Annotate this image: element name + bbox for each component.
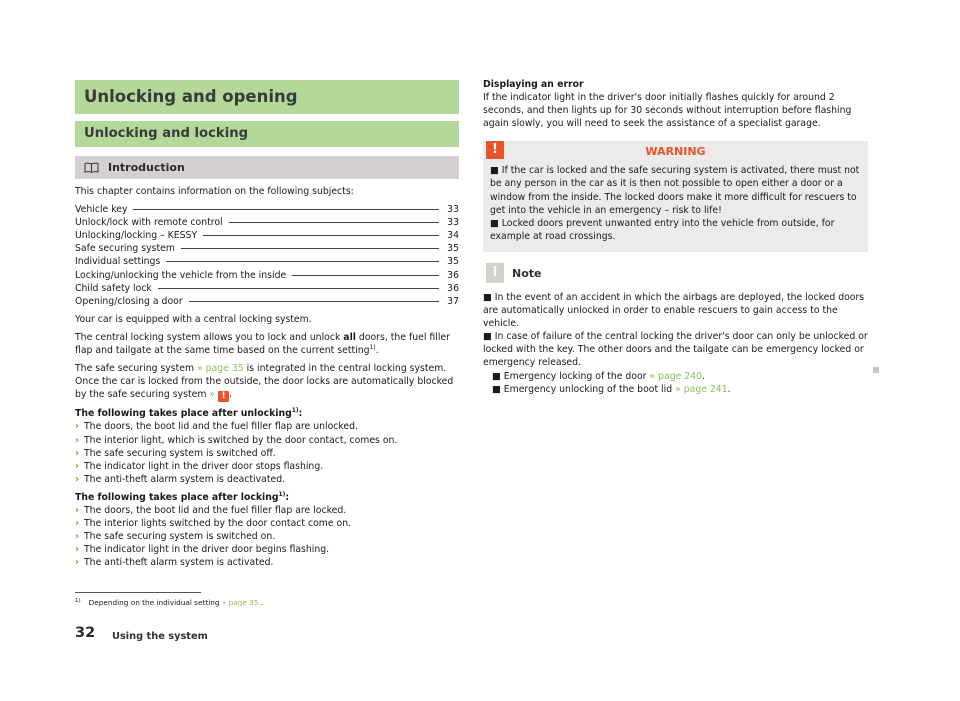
heading-text: : <box>298 408 303 420</box>
list-item <box>75 504 459 517</box>
toc-title: Locking/unlocking the vehicle from the inside <box>75 269 287 281</box>
warning-link-arrow[interactable]: » <box>209 389 216 401</box>
toc-title: Unlocking/locking – KESSY <box>75 230 198 242</box>
warning-icon: ! <box>486 141 504 159</box>
text-run: The safe securing system <box>75 363 198 375</box>
arrow-icon: › <box>75 504 80 516</box>
toc-title: Unlock/lock with remote control <box>75 217 223 229</box>
toc-page: 33 <box>447 204 459 216</box>
section-name: Using the system <box>112 631 208 642</box>
footnote-divider <box>75 592 201 593</box>
note-subitem-text: . <box>727 383 731 395</box>
warning-item-text: If the car is locked and the safe securing system is activated, there must not be any person in the car as it is then not possible to open either a door or a window from the inside. The locked doors make it more difficult for rescuers to get into the vehicle in an emergency – risk to life! <box>490 165 860 216</box>
note-item-text: In the event of an accident in which the airbags are deployed, the locked doors are automatically unlocked in order to enable rescuers to gain access to the vehicle. <box>483 291 865 330</box>
bullet-icon: ■ <box>483 331 492 343</box>
list-item-text: The interior light, which is switched by the door contact, comes on. <box>84 434 398 446</box>
paragraph-all-doors <box>75 331 459 357</box>
toc-entry[interactable] <box>75 203 459 216</box>
list-item-text: The doors, the boot lid and the fuel filler flap are locked. <box>84 504 347 516</box>
bullet-icon: ■ <box>490 217 499 229</box>
toc-page: 37 <box>447 295 459 307</box>
chapter-title: Unlocking and opening <box>75 80 459 114</box>
arrow-icon: › <box>75 544 80 556</box>
list-item <box>75 517 459 530</box>
text-emphasis: all <box>343 331 356 343</box>
arrow-icon: › <box>75 557 80 569</box>
toc-entry[interactable] <box>75 269 459 282</box>
note-title: Note <box>512 267 542 281</box>
text-run: . <box>229 389 232 401</box>
note-subitem <box>483 383 868 396</box>
warning-box <box>483 141 868 252</box>
paragraph-safe-securing <box>75 362 459 402</box>
warning-title: WARNING <box>645 144 706 158</box>
list-item <box>75 543 459 556</box>
toc-page: 35 <box>447 256 459 268</box>
unlock-heading <box>75 407 459 420</box>
paragraph-central-locking: Your car is equipped with a central locking system. <box>75 313 312 325</box>
toc-entry[interactable] <box>75 229 459 242</box>
footnote-mark: 1) <box>75 598 81 604</box>
list-item-text: The safe securing system is switched off. <box>84 447 276 459</box>
bullet-icon: ■ <box>492 370 501 382</box>
footnote-text: . <box>258 598 264 607</box>
arrow-icon: › <box>75 518 80 530</box>
unlock-list <box>75 420 459 485</box>
list-item-text: The doors, the boot lid and the fuel filler flap are unlocked. <box>84 421 359 433</box>
toc-entry[interactable] <box>75 282 459 295</box>
footnote-ref[interactable]: 1) <box>369 344 376 352</box>
toc-entry[interactable] <box>75 295 459 308</box>
toc-title: Vehicle key <box>75 204 128 216</box>
error-heading: Displaying an error <box>483 79 584 90</box>
toc-leader <box>229 222 439 223</box>
arrow-icon: › <box>75 447 80 459</box>
left-column <box>75 80 459 569</box>
list-item <box>75 556 459 569</box>
warning-icon[interactable]: ! <box>218 391 229 402</box>
list-item <box>75 434 459 447</box>
text-run: is integrated in the central locking system. Once the car is locked from the outside, the door locks are automatically blocked by the safe securing system <box>75 363 454 401</box>
bullet-icon: ■ <box>483 291 492 303</box>
toc-leader <box>203 235 439 236</box>
intro-heading-bar <box>75 156 459 179</box>
heading-text: The following takes place after locking <box>75 491 279 503</box>
list-item-text: The indicator light in the driver door begins flashing. <box>84 544 330 556</box>
arrow-icon: › <box>75 421 80 433</box>
toc-title: Safe securing system <box>75 243 175 255</box>
list-item <box>75 473 459 486</box>
list-item <box>75 460 459 473</box>
note-subitem-text: Emergency locking of the door <box>503 370 650 382</box>
toc-leader <box>133 209 439 210</box>
page-link[interactable]: » page 35 <box>221 598 259 607</box>
toc-title: Child safety lock <box>75 282 152 294</box>
note-subitem-text: . <box>702 370 705 382</box>
toc-leader <box>158 288 439 289</box>
lock-list <box>75 504 459 569</box>
footnote-text: Depending on the individual setting <box>88 598 222 607</box>
footnote <box>75 598 263 608</box>
heading-text: : <box>285 491 290 503</box>
toc-entry[interactable] <box>75 216 459 229</box>
arrow-icon: › <box>75 473 80 485</box>
list-item <box>75 530 459 543</box>
toc-leader <box>166 261 439 262</box>
list-item-text: The anti-theft alarm system is deactivated. <box>84 473 286 485</box>
toc-title: Individual settings <box>75 256 161 268</box>
list-item-text: The interior lights switched by the door contact come on. <box>84 518 352 530</box>
list-item-text: The safe securing system is switched on. <box>84 531 276 543</box>
note-item-text: In case of failure of the central locking the driver's door can only be unlocked or locked with the key. The other doors and the tailgate can be emergency locked or emergency released. <box>483 331 868 369</box>
page-link[interactable]: » page 35 <box>197 363 244 375</box>
text-run: doors, the fuel filler flap and tailgate at the same time based on the current setting <box>75 331 450 357</box>
toc-leader <box>181 248 439 249</box>
toc-entry[interactable] <box>75 242 459 255</box>
lock-heading <box>75 491 459 504</box>
warning-item-text: Locked doors prevent unwanted entry into the vehicle from outside, for example at road crossings. <box>490 217 835 242</box>
list-item <box>75 447 459 460</box>
arrow-icon: › <box>75 531 80 543</box>
page-link[interactable]: » page 240 <box>649 370 703 382</box>
page-link[interactable]: » page 241 <box>675 383 728 395</box>
footnote-ref[interactable]: 1) <box>291 407 299 415</box>
toc-page: 35 <box>447 243 459 255</box>
warning-header <box>483 141 868 161</box>
intro-heading: Introduction <box>108 160 185 174</box>
toc-entry[interactable] <box>75 255 459 268</box>
text-run: The central locking system allows you to lock and unlock <box>75 331 344 343</box>
book-icon <box>84 162 99 173</box>
note-body <box>483 291 868 396</box>
toc-leader <box>189 301 439 302</box>
footnote-ref[interactable]: 1) <box>278 490 286 498</box>
error-text: If the indicator light in the driver's door initially flashes quickly for around 2 seconds, and then lights up for 30 seconds without interruption before flashing again slowly, you will need to seek the assistance of a specialist garage. <box>483 92 852 130</box>
page-number: 32 <box>75 625 96 641</box>
section-end-mark <box>873 367 879 373</box>
toc-page: 36 <box>447 282 459 294</box>
toc-list <box>75 203 459 308</box>
note-subitem-text: Emergency unlocking of the boot lid <box>503 383 676 395</box>
list-item-text: The indicator light in the driver door stops flashing. <box>84 460 324 472</box>
right-column <box>483 78 868 396</box>
bullet-icon: ■ <box>490 165 499 177</box>
list-item <box>75 420 459 433</box>
note-header <box>483 263 868 285</box>
toc-leader <box>292 275 439 276</box>
warning-body <box>483 161 868 243</box>
toc-title: Opening/closing a door <box>75 295 183 307</box>
section-title: Unlocking and locking <box>75 121 459 147</box>
arrow-icon: › <box>75 434 80 446</box>
bullet-icon: ■ <box>492 383 501 395</box>
list-item-text: The anti-theft alarm system is activated. <box>84 557 274 569</box>
toc-page: 36 <box>447 269 459 281</box>
text-run: . <box>375 345 379 357</box>
note-item <box>483 291 868 330</box>
intro-text: This chapter contains information on the following subjects: <box>75 186 354 197</box>
toc-page: 33 <box>447 217 459 229</box>
toc-page: 34 <box>447 230 459 242</box>
note-item <box>483 330 868 369</box>
arrow-icon: › <box>75 460 80 472</box>
warning-item <box>490 217 861 243</box>
note-subitem <box>483 370 868 383</box>
heading-text: The following takes place after unlocking <box>75 408 292 420</box>
warning-item <box>490 164 861 216</box>
info-icon: i <box>486 263 504 283</box>
